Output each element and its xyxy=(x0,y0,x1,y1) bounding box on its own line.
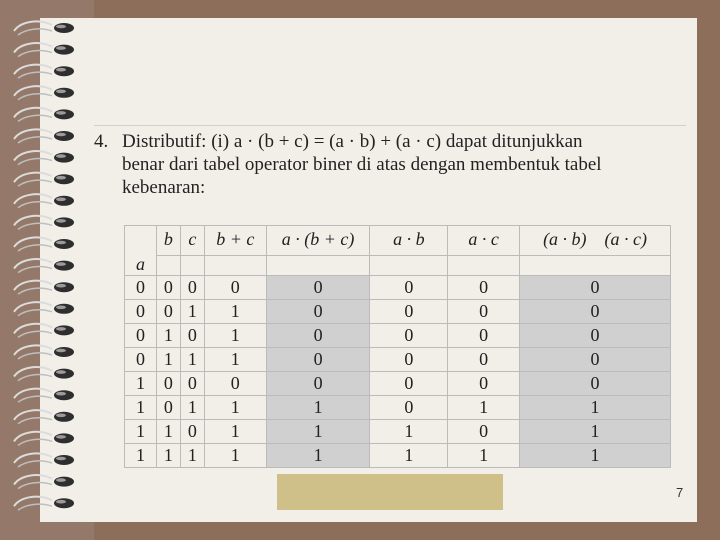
table-row xyxy=(125,396,671,420)
table-cell: 1 xyxy=(266,420,370,444)
table-cell: 0 xyxy=(370,300,448,324)
header-cell: b + c xyxy=(204,226,266,256)
table-cell: 1 xyxy=(266,396,370,420)
top-rule xyxy=(94,125,686,126)
table-cell: 1 xyxy=(125,396,157,420)
header-cell: a · b xyxy=(370,226,448,256)
table-cell: 1 xyxy=(156,348,180,372)
table-cell: 1 xyxy=(156,324,180,348)
header-cell: b xyxy=(156,226,180,256)
item-line: benar dari tabel operator biner di atas dengan membentuk tabel xyxy=(122,154,602,175)
item-line: kebenaran: xyxy=(122,177,206,198)
header-cell: a · (b + c) xyxy=(266,226,370,256)
table-cell: 0 xyxy=(448,276,520,300)
table-cell: 1 xyxy=(204,300,266,324)
table-cell: 0 xyxy=(266,300,370,324)
table-cell: 1 xyxy=(204,348,266,372)
table-cell: 0 xyxy=(370,324,448,348)
table-row xyxy=(125,420,671,444)
table-cell: 0 xyxy=(180,420,204,444)
table-row xyxy=(125,372,671,396)
table-cell: 0 xyxy=(156,300,180,324)
header-cell: a xyxy=(125,226,157,276)
table-cell: 1 xyxy=(204,396,266,420)
table-row xyxy=(125,444,671,468)
table-cell: 1 xyxy=(180,300,204,324)
table-body xyxy=(125,276,671,468)
table-cell: 1 xyxy=(204,324,266,348)
header-cell: c xyxy=(180,226,204,256)
header-cell: a · c xyxy=(448,226,520,256)
table-cell: 0 xyxy=(448,372,520,396)
table-cell: 0 xyxy=(266,276,370,300)
table-cell: 1 xyxy=(266,444,370,468)
table-header-row-2 xyxy=(125,256,671,276)
table-cell: 1 xyxy=(370,420,448,444)
table-cell: 0 xyxy=(370,348,448,372)
table-cell: 1 xyxy=(370,444,448,468)
truth-table xyxy=(124,225,671,468)
table-cell: 0 xyxy=(125,300,157,324)
table-cell: 1 xyxy=(156,420,180,444)
table-row xyxy=(125,324,671,348)
table-cell: 1 xyxy=(180,444,204,468)
table-cell: 1 xyxy=(520,396,671,420)
item-number: 4. xyxy=(94,131,109,152)
footer-box xyxy=(277,474,503,510)
table-cell: 1 xyxy=(204,420,266,444)
table-cell: 0 xyxy=(125,276,157,300)
item-body xyxy=(122,130,682,199)
table-cell: 1 xyxy=(125,444,157,468)
table-header-row xyxy=(125,226,671,256)
table-cell: 1 xyxy=(125,420,157,444)
item-line: Distributif: (i) a · (b + c) = (a · b) + (a · c) dapat ditunjukkan xyxy=(122,131,583,152)
table-cell: 0 xyxy=(448,324,520,348)
table-cell: 0 xyxy=(520,348,671,372)
table-cell: 1 xyxy=(180,348,204,372)
table-cell: 0 xyxy=(204,372,266,396)
table-cell: 0 xyxy=(156,276,180,300)
table-cell: 0 xyxy=(448,300,520,324)
table-cell: 0 xyxy=(370,276,448,300)
table-cell: 0 xyxy=(180,276,204,300)
table-cell: 0 xyxy=(520,372,671,396)
table-cell: 0 xyxy=(156,372,180,396)
table-cell: 0 xyxy=(370,396,448,420)
table-cell: 0 xyxy=(520,300,671,324)
table-cell: 1 xyxy=(520,444,671,468)
table-cell: 1 xyxy=(180,396,204,420)
binder-rings-icon xyxy=(0,0,100,540)
table-cell: 0 xyxy=(266,324,370,348)
table-cell: 1 xyxy=(448,396,520,420)
table-cell: 0 xyxy=(156,396,180,420)
table-cell: 0 xyxy=(180,372,204,396)
table-row xyxy=(125,300,671,324)
table-row xyxy=(125,276,671,300)
table-cell: 0 xyxy=(204,276,266,300)
table-cell: 0 xyxy=(520,276,671,300)
table-cell: 0 xyxy=(448,348,520,372)
table-cell: 1 xyxy=(125,372,157,396)
table-cell: 0 xyxy=(520,324,671,348)
table-cell: 0 xyxy=(180,324,204,348)
table-cell: 1 xyxy=(204,444,266,468)
table-cell: 0 xyxy=(370,372,448,396)
page-number: 7 xyxy=(676,485,684,500)
table-cell: 1 xyxy=(520,420,671,444)
table-cell: 0 xyxy=(125,324,157,348)
table-row xyxy=(125,348,671,372)
table-cell: 1 xyxy=(156,444,180,468)
table-cell: 1 xyxy=(448,444,520,468)
header-cell: (a · b) (a · c) xyxy=(520,226,671,256)
table-cell: 0 xyxy=(266,348,370,372)
table-cell: 0 xyxy=(266,372,370,396)
table-cell: 0 xyxy=(125,348,157,372)
table-cell: 0 xyxy=(448,420,520,444)
